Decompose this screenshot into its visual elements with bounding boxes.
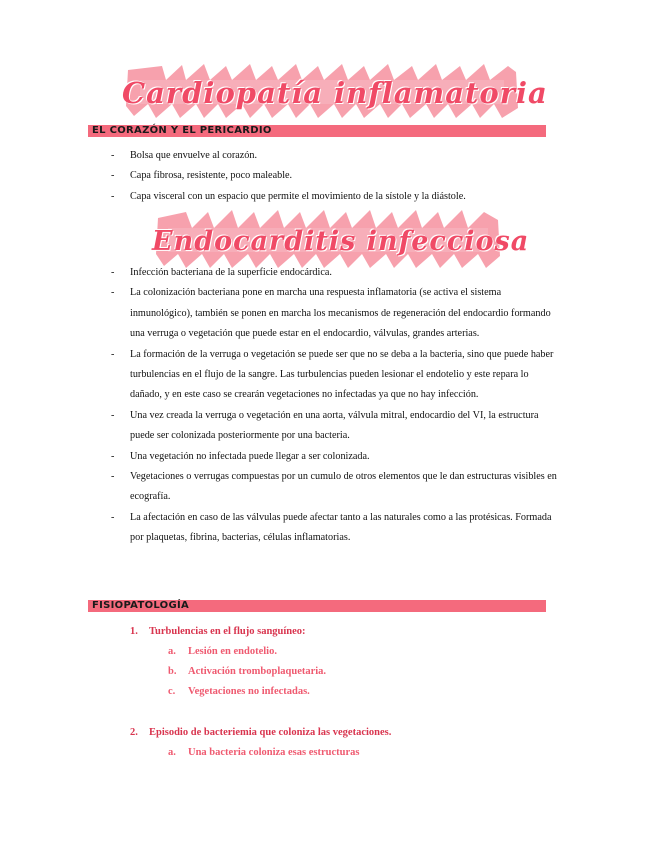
main-title-text: Cardiopatía inflamatoria xyxy=(122,76,548,110)
bullet-dash: - xyxy=(111,511,115,523)
bullet-dash: - xyxy=(111,190,115,202)
bullet-dash: - xyxy=(111,471,115,483)
item-marker: b. xyxy=(168,666,177,677)
list-item: - La formación de la verruga o vegetación se puede ser que no se deba a la bacteria, sino que puede haber turbulencias en el flujo de la sangre. Las turbulencias pueden lesionar el endotelio y este repara lo dañado, y en este caso se crearán vegetaciones no infectadas ya que no hay infección. xyxy=(0,345,560,406)
item-marker: 2. xyxy=(130,727,138,738)
list-item: - La afectación en caso de las válvulas puede afectar tanto a las naturales como a las protésicas. Formada por plaquetas, fibrina, bacterias, células inflamatorias. xyxy=(0,508,560,549)
bullet-dash: - xyxy=(111,150,115,161)
item-marker: 1. xyxy=(130,626,138,637)
lettered-item-2a xyxy=(168,747,359,758)
section-heading-corazon: EL CORAZÓN Y EL PERICARDIO xyxy=(92,125,272,136)
list-item: - Vegetaciones o verrugas compuestas por un cumulo de otros elementos que le dan estructuras visibles en ecografía. xyxy=(0,467,560,508)
corazon-list xyxy=(0,146,560,207)
list-item: - La colonización bacteriana pone en marcha una respuesta inflamatoria (se activa el sistema inmunológico), también se ponen en marcha los mecanismos de regeneración del endocardio formando una verruga o vegetación que puede estar en el endocardio, válvulas, grandes arterias. xyxy=(0,283,560,344)
list-item: - Capa visceral con un espacio que permite el movimiento de la sístole y la diástole. xyxy=(0,187,560,207)
bullet-dash: - xyxy=(111,287,115,299)
item-text: Episodio de bacteriemia que coloniza las vegetaciones. xyxy=(149,727,392,738)
bullet-dash: - xyxy=(111,348,115,360)
bullet-dash: - xyxy=(111,450,115,462)
item-text: Lesión en endotelio. xyxy=(188,646,277,657)
list-item: - Bolsa que envuelve al corazón. xyxy=(0,146,560,166)
numbered-item-2 xyxy=(130,727,391,738)
item-text: Una bacteria coloniza esas estructuras xyxy=(188,747,360,758)
endocarditis-list xyxy=(0,263,560,549)
subtitle-text: Endocarditis infecciosa xyxy=(152,226,530,257)
lettered-item-1b xyxy=(168,666,326,677)
item-text: Activación tromboplaquetaria. xyxy=(188,666,327,677)
list-item: - Una vez creada la verruga o vegetación en una aorta, válvula mitral, endocardio del VI, la estructura puede ser colonizada posteriormente por una bacteria. xyxy=(0,406,560,447)
list-item: - Capa fibrosa, resistente, poco maleable. xyxy=(0,166,560,186)
bullet-dash: - xyxy=(111,170,115,182)
main-title xyxy=(122,62,548,120)
item-marker: a. xyxy=(168,646,176,657)
item-text: Turbulencias en el flujo sanguíneo: xyxy=(149,626,306,637)
lettered-item-1a xyxy=(168,646,277,657)
bullet-dash: - xyxy=(111,409,115,421)
subtitle xyxy=(152,208,530,270)
section-heading-fisiopatologia: FISIOPATOLOGÍA xyxy=(92,600,190,611)
lettered-item-1c xyxy=(168,686,310,697)
list-item: - Una vegetación no infectada puede llegar a ser colonizada. xyxy=(0,447,560,467)
numbered-item-1 xyxy=(130,626,306,637)
item-marker: c. xyxy=(168,686,176,697)
item-marker: a. xyxy=(168,747,176,758)
bullet-dash: - xyxy=(111,267,115,278)
item-text: Vegetaciones no infectadas. xyxy=(188,686,310,697)
list-item: - Infección bacteriana de la superficie endocárdica. xyxy=(0,263,560,283)
